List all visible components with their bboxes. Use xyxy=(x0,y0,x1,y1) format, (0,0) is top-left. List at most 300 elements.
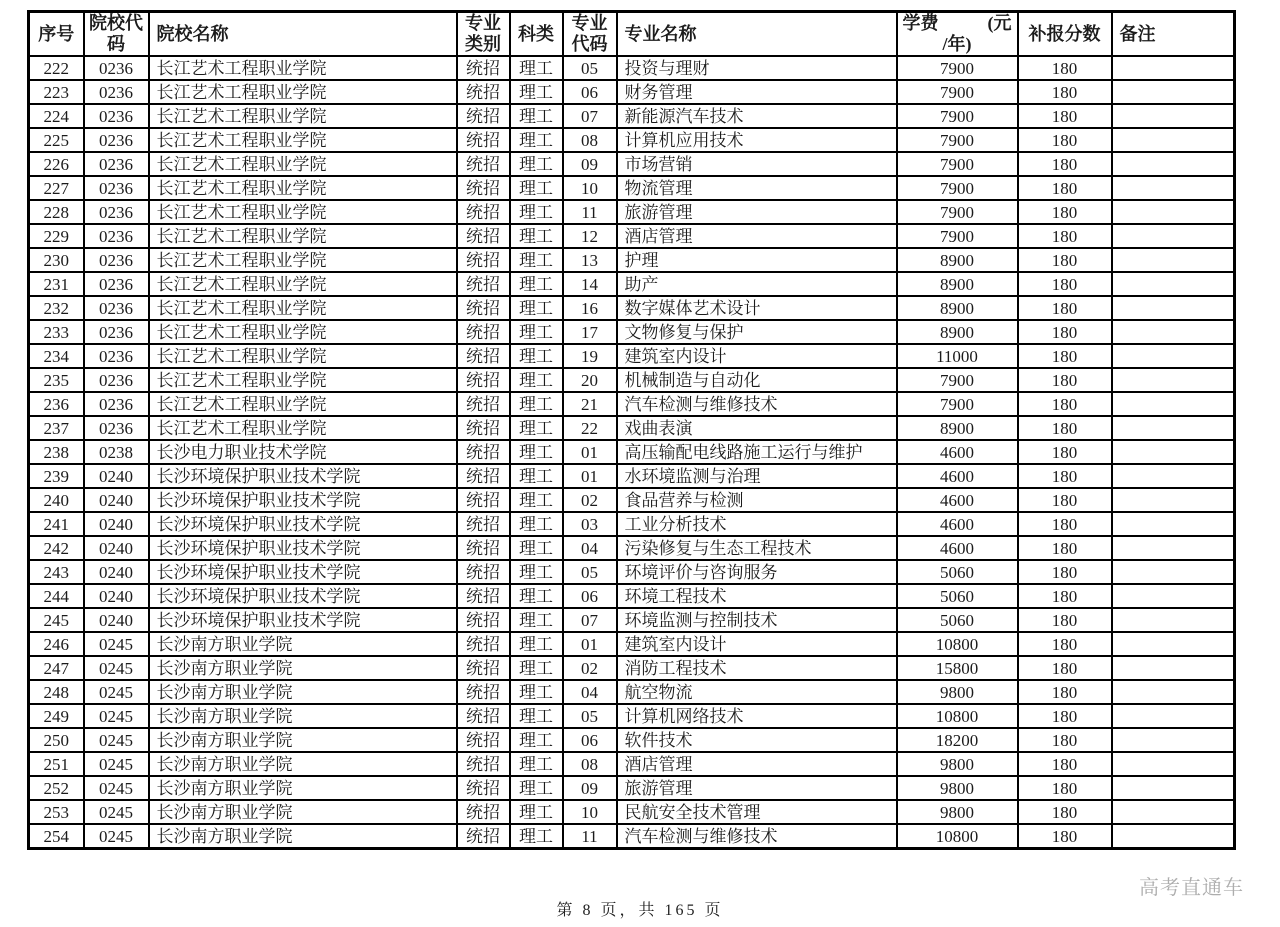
cell-major_code: 05 xyxy=(563,704,617,728)
cell-fee: 9800 xyxy=(897,800,1018,824)
cell-subject: 理工 xyxy=(510,608,563,632)
cell-major_code: 01 xyxy=(563,440,617,464)
cell-college_code: 0236 xyxy=(84,344,149,368)
cell-fee: 8900 xyxy=(897,296,1018,320)
col-header-fee xyxy=(897,12,1018,57)
cell-score: 180 xyxy=(1018,80,1112,104)
cell-fee: 8900 xyxy=(897,320,1018,344)
cell-no: 225 xyxy=(29,128,84,152)
cell-major_name: 汽车检测与维修技术 xyxy=(617,824,897,849)
table-row xyxy=(29,536,1235,560)
cell-subject: 理工 xyxy=(510,368,563,392)
cell-no: 223 xyxy=(29,80,84,104)
cell-no: 247 xyxy=(29,656,84,680)
cell-fee: 9800 xyxy=(897,752,1018,776)
cell-college_name: 长沙环境保护职业技术学院 xyxy=(149,488,457,512)
table-row xyxy=(29,824,1235,849)
cell-category: 统招 xyxy=(457,440,510,464)
cell-fee: 5060 xyxy=(897,608,1018,632)
cell-major_name: 民航安全技术管理 xyxy=(617,800,897,824)
cell-college_name: 长江艺术工程职业学院 xyxy=(149,104,457,128)
cell-no: 239 xyxy=(29,464,84,488)
cell-major_name: 建筑室内设计 xyxy=(617,632,897,656)
table-row xyxy=(29,320,1235,344)
cell-fee: 5060 xyxy=(897,560,1018,584)
cell-remark xyxy=(1112,320,1235,344)
cell-college_code: 0240 xyxy=(84,464,149,488)
cell-score: 180 xyxy=(1018,248,1112,272)
table-row xyxy=(29,152,1235,176)
cell-major_code: 14 xyxy=(563,272,617,296)
cell-college_name: 长江艺术工程职业学院 xyxy=(149,128,457,152)
cell-major_name: 食品营养与检测 xyxy=(617,488,897,512)
cell-college_code: 0245 xyxy=(84,728,149,752)
cell-no: 228 xyxy=(29,200,84,224)
cell-college_name: 长江艺术工程职业学院 xyxy=(149,392,457,416)
cell-major_name: 环境评价与咨询服务 xyxy=(617,560,897,584)
cell-subject: 理工 xyxy=(510,80,563,104)
cell-major_code: 01 xyxy=(563,464,617,488)
cell-remark xyxy=(1112,608,1235,632)
cell-college_name: 长沙南方职业学院 xyxy=(149,800,457,824)
cell-subject: 理工 xyxy=(510,152,563,176)
table-row xyxy=(29,512,1235,536)
cell-college_name: 长沙环境保护职业技术学院 xyxy=(149,512,457,536)
table-row xyxy=(29,104,1235,128)
cell-major_code: 10 xyxy=(563,176,617,200)
cell-college_code: 0236 xyxy=(84,416,149,440)
cell-major_code: 07 xyxy=(563,608,617,632)
cell-remark xyxy=(1112,824,1235,849)
cell-remark xyxy=(1112,752,1235,776)
cell-subject: 理工 xyxy=(510,248,563,272)
cell-category: 统招 xyxy=(457,632,510,656)
cell-score: 180 xyxy=(1018,200,1112,224)
cell-no: 254 xyxy=(29,824,84,849)
table-row xyxy=(29,296,1235,320)
cell-category: 统招 xyxy=(457,200,510,224)
table-row xyxy=(29,680,1235,704)
cell-category: 统招 xyxy=(457,704,510,728)
cell-fee: 15800 xyxy=(897,656,1018,680)
cell-major_code: 09 xyxy=(563,776,617,800)
cell-category: 统招 xyxy=(457,320,510,344)
cell-no: 237 xyxy=(29,416,84,440)
cell-score: 180 xyxy=(1018,632,1112,656)
cell-major_name: 汽车检测与维修技术 xyxy=(617,392,897,416)
cell-score: 180 xyxy=(1018,680,1112,704)
cell-category: 统招 xyxy=(457,296,510,320)
table-row xyxy=(29,224,1235,248)
cell-major_code: 12 xyxy=(563,224,617,248)
cell-remark xyxy=(1112,80,1235,104)
cell-no: 235 xyxy=(29,368,84,392)
cell-score: 180 xyxy=(1018,776,1112,800)
cell-score: 180 xyxy=(1018,368,1112,392)
cell-fee: 7900 xyxy=(897,368,1018,392)
fee-header-line1 xyxy=(901,13,1014,34)
cell-no: 233 xyxy=(29,320,84,344)
cell-major_name: 高压输配电线路施工运行与维护 xyxy=(617,440,897,464)
cell-category: 统招 xyxy=(457,536,510,560)
cell-major_name: 工业分析技术 xyxy=(617,512,897,536)
cell-major_code: 02 xyxy=(563,488,617,512)
fee-header-unit-open: (元 xyxy=(987,13,1012,34)
cell-category: 统招 xyxy=(457,248,510,272)
cell-major_code: 22 xyxy=(563,416,617,440)
cell-no: 231 xyxy=(29,272,84,296)
cell-remark xyxy=(1112,656,1235,680)
cell-college_name: 长江艺术工程职业学院 xyxy=(149,416,457,440)
cell-subject: 理工 xyxy=(510,632,563,656)
cell-subject: 理工 xyxy=(510,272,563,296)
table-row xyxy=(29,488,1235,512)
table-row xyxy=(29,416,1235,440)
cell-category: 统招 xyxy=(457,368,510,392)
cell-major_code: 11 xyxy=(563,200,617,224)
cell-fee: 4600 xyxy=(897,512,1018,536)
cell-major_code: 06 xyxy=(563,80,617,104)
cell-no: 251 xyxy=(29,752,84,776)
cell-subject: 理工 xyxy=(510,752,563,776)
cell-subject: 理工 xyxy=(510,584,563,608)
cell-category: 统招 xyxy=(457,752,510,776)
cell-subject: 理工 xyxy=(510,776,563,800)
table-row xyxy=(29,200,1235,224)
cell-major_name: 数字媒体艺术设计 xyxy=(617,296,897,320)
table-row xyxy=(29,368,1235,392)
cell-major_name: 机械制造与自动化 xyxy=(617,368,897,392)
cell-no: 222 xyxy=(29,56,84,80)
cell-category: 统招 xyxy=(457,344,510,368)
cell-category: 统招 xyxy=(457,272,510,296)
cell-subject: 理工 xyxy=(510,176,563,200)
cell-score: 180 xyxy=(1018,608,1112,632)
cell-fee: 4600 xyxy=(897,488,1018,512)
cell-no: 244 xyxy=(29,584,84,608)
cell-college_code: 0236 xyxy=(84,176,149,200)
cell-fee: 5060 xyxy=(897,584,1018,608)
cell-score: 180 xyxy=(1018,152,1112,176)
cell-major_name: 建筑室内设计 xyxy=(617,344,897,368)
cell-remark xyxy=(1112,800,1235,824)
cell-subject: 理工 xyxy=(510,560,563,584)
cell-category: 统招 xyxy=(457,608,510,632)
cell-college_name: 长沙南方职业学院 xyxy=(149,728,457,752)
cell-college_name: 长江艺术工程职业学院 xyxy=(149,176,457,200)
cell-college_code: 0236 xyxy=(84,56,149,80)
cell-college_code: 0236 xyxy=(84,320,149,344)
cell-college_name: 长沙环境保护职业技术学院 xyxy=(149,560,457,584)
cell-subject: 理工 xyxy=(510,464,563,488)
cell-major_code: 21 xyxy=(563,392,617,416)
cell-subject: 理工 xyxy=(510,488,563,512)
cell-fee: 10800 xyxy=(897,632,1018,656)
cell-remark xyxy=(1112,248,1235,272)
cell-no: 234 xyxy=(29,344,84,368)
cell-fee: 7900 xyxy=(897,56,1018,80)
cell-score: 180 xyxy=(1018,272,1112,296)
cell-college_code: 0236 xyxy=(84,224,149,248)
table-row xyxy=(29,272,1235,296)
cell-college_name: 长沙南方职业学院 xyxy=(149,704,457,728)
col-header-no: 序号 xyxy=(29,12,84,57)
cell-major_name: 助产 xyxy=(617,272,897,296)
cell-score: 180 xyxy=(1018,344,1112,368)
cell-fee: 9800 xyxy=(897,680,1018,704)
cell-no: 240 xyxy=(29,488,84,512)
cell-major_code: 04 xyxy=(563,536,617,560)
cell-college_name: 长江艺术工程职业学院 xyxy=(149,272,457,296)
cell-major_name: 计算机应用技术 xyxy=(617,128,897,152)
cell-subject: 理工 xyxy=(510,224,563,248)
cell-college_code: 0236 xyxy=(84,392,149,416)
cell-score: 180 xyxy=(1018,560,1112,584)
cell-remark xyxy=(1112,296,1235,320)
cell-no: 241 xyxy=(29,512,84,536)
cell-major_code: 10 xyxy=(563,800,617,824)
col-header-subject: 科类 xyxy=(510,12,563,57)
cell-remark xyxy=(1112,176,1235,200)
cell-remark xyxy=(1112,152,1235,176)
cell-fee: 7900 xyxy=(897,392,1018,416)
cell-category: 统招 xyxy=(457,800,510,824)
cell-no: 246 xyxy=(29,632,84,656)
cell-subject: 理工 xyxy=(510,392,563,416)
table-row xyxy=(29,560,1235,584)
cell-category: 统招 xyxy=(457,584,510,608)
cell-major_name: 财务管理 xyxy=(617,80,897,104)
cell-remark xyxy=(1112,464,1235,488)
cell-remark xyxy=(1112,488,1235,512)
cell-fee: 8900 xyxy=(897,416,1018,440)
cell-college_code: 0236 xyxy=(84,104,149,128)
cell-college_code: 0236 xyxy=(84,80,149,104)
table-row xyxy=(29,176,1235,200)
cell-college_name: 长江艺术工程职业学院 xyxy=(149,368,457,392)
cell-college_name: 长江艺术工程职业学院 xyxy=(149,344,457,368)
cell-no: 230 xyxy=(29,248,84,272)
cell-college_name: 长江艺术工程职业学院 xyxy=(149,152,457,176)
cell-category: 统招 xyxy=(457,392,510,416)
cell-major_code: 01 xyxy=(563,632,617,656)
cell-college_name: 长沙南方职业学院 xyxy=(149,656,457,680)
cell-subject: 理工 xyxy=(510,704,563,728)
watermark: 高考直通车 xyxy=(1139,877,1244,899)
cell-score: 180 xyxy=(1018,488,1112,512)
cell-subject: 理工 xyxy=(510,200,563,224)
cell-college_name: 长沙环境保护职业技术学院 xyxy=(149,584,457,608)
cell-subject: 理工 xyxy=(510,296,563,320)
cell-major_code: 06 xyxy=(563,584,617,608)
cell-college_name: 长沙南方职业学院 xyxy=(149,632,457,656)
cell-fee: 7900 xyxy=(897,224,1018,248)
cell-category: 统招 xyxy=(457,104,510,128)
cell-subject: 理工 xyxy=(510,536,563,560)
cell-fee: 10800 xyxy=(897,824,1018,849)
cell-score: 180 xyxy=(1018,104,1112,128)
table-row xyxy=(29,248,1235,272)
cell-score: 180 xyxy=(1018,512,1112,536)
cell-score: 180 xyxy=(1018,752,1112,776)
cell-score: 180 xyxy=(1018,128,1112,152)
cell-major_code: 19 xyxy=(563,344,617,368)
cell-remark xyxy=(1112,584,1235,608)
cell-no: 227 xyxy=(29,176,84,200)
cell-major_name: 环境监测与控制技术 xyxy=(617,608,897,632)
col-header-major-name: 专业名称 xyxy=(617,12,897,57)
cell-major_code: 17 xyxy=(563,320,617,344)
cell-remark xyxy=(1112,344,1235,368)
cell-major_code: 07 xyxy=(563,104,617,128)
cell-remark xyxy=(1112,104,1235,128)
table-row xyxy=(29,128,1235,152)
cell-remark xyxy=(1112,392,1235,416)
header-row xyxy=(29,12,1235,57)
cell-remark xyxy=(1112,560,1235,584)
cell-college_name: 长沙南方职业学院 xyxy=(149,752,457,776)
cell-score: 180 xyxy=(1018,56,1112,80)
cell-category: 统招 xyxy=(457,488,510,512)
cell-fee: 7900 xyxy=(897,80,1018,104)
cell-remark xyxy=(1112,56,1235,80)
cell-subject: 理工 xyxy=(510,440,563,464)
cell-score: 180 xyxy=(1018,728,1112,752)
cell-fee: 4600 xyxy=(897,536,1018,560)
cell-major_code: 03 xyxy=(563,512,617,536)
cell-no: 229 xyxy=(29,224,84,248)
cell-major_name: 水环境监测与治理 xyxy=(617,464,897,488)
cell-category: 统招 xyxy=(457,56,510,80)
cell-college_name: 长江艺术工程职业学院 xyxy=(149,56,457,80)
cell-subject: 理工 xyxy=(510,344,563,368)
cell-college_code: 0245 xyxy=(84,824,149,849)
cell-remark xyxy=(1112,440,1235,464)
cell-no: 250 xyxy=(29,728,84,752)
cell-college_name: 长江艺术工程职业学院 xyxy=(149,224,457,248)
cell-college_name: 长沙南方职业学院 xyxy=(149,824,457,849)
cell-category: 统招 xyxy=(457,776,510,800)
cell-major_name: 航空物流 xyxy=(617,680,897,704)
table-row xyxy=(29,80,1235,104)
cell-major_name: 计算机网络技术 xyxy=(617,704,897,728)
cell-score: 180 xyxy=(1018,824,1112,849)
table-row xyxy=(29,584,1235,608)
fee-header-line2: /年) xyxy=(942,34,972,54)
cell-major_code: 02 xyxy=(563,656,617,680)
cell-no: 252 xyxy=(29,776,84,800)
cell-fee: 7900 xyxy=(897,176,1018,200)
cell-fee: 7900 xyxy=(897,152,1018,176)
cell-category: 统招 xyxy=(457,464,510,488)
cell-subject: 理工 xyxy=(510,656,563,680)
cell-college_code: 0245 xyxy=(84,776,149,800)
cell-category: 统招 xyxy=(457,728,510,752)
cell-no: 226 xyxy=(29,152,84,176)
cell-no: 242 xyxy=(29,536,84,560)
cell-score: 180 xyxy=(1018,584,1112,608)
table-row xyxy=(29,704,1235,728)
cell-category: 统招 xyxy=(457,128,510,152)
cell-fee: 7900 xyxy=(897,104,1018,128)
cell-college_code: 0236 xyxy=(84,296,149,320)
cell-college_name: 长沙环境保护职业技术学院 xyxy=(149,608,457,632)
cell-major_code: 13 xyxy=(563,248,617,272)
cell-college_name: 长江艺术工程职业学院 xyxy=(149,320,457,344)
cell-no: 238 xyxy=(29,440,84,464)
cell-remark xyxy=(1112,704,1235,728)
cell-major_name: 酒店管理 xyxy=(617,224,897,248)
cell-remark xyxy=(1112,200,1235,224)
page-indicator: 第 8 页，共 165 页 xyxy=(556,902,724,919)
cell-major_code: 09 xyxy=(563,152,617,176)
cell-college_code: 0240 xyxy=(84,536,149,560)
cell-fee: 18200 xyxy=(897,728,1018,752)
cell-category: 统招 xyxy=(457,416,510,440)
cell-major_name: 旅游管理 xyxy=(617,776,897,800)
cell-college_name: 长沙电力职业技术学院 xyxy=(149,440,457,464)
cell-major_name: 新能源汽车技术 xyxy=(617,104,897,128)
cell-remark xyxy=(1112,368,1235,392)
col-header-college-name: 院校名称 xyxy=(149,12,457,57)
cell-major_name: 投资与理财 xyxy=(617,56,897,80)
cell-college_code: 0236 xyxy=(84,152,149,176)
cell-fee: 7900 xyxy=(897,200,1018,224)
cell-major_name: 旅游管理 xyxy=(617,200,897,224)
table-body xyxy=(29,56,1235,849)
cell-remark xyxy=(1112,128,1235,152)
cell-remark xyxy=(1112,224,1235,248)
cell-major_name: 护理 xyxy=(617,248,897,272)
cell-major_code: 06 xyxy=(563,728,617,752)
cell-college_code: 0240 xyxy=(84,488,149,512)
cell-score: 180 xyxy=(1018,536,1112,560)
cell-fee: 7900 xyxy=(897,128,1018,152)
cell-college_code: 0236 xyxy=(84,128,149,152)
cell-college_code: 0245 xyxy=(84,800,149,824)
table-row xyxy=(29,776,1235,800)
table-row xyxy=(29,752,1235,776)
cell-category: 统招 xyxy=(457,680,510,704)
cell-major_code: 08 xyxy=(563,128,617,152)
cell-remark xyxy=(1112,632,1235,656)
cell-college_code: 0236 xyxy=(84,272,149,296)
cell-score: 180 xyxy=(1018,656,1112,680)
cell-college_code: 0245 xyxy=(84,752,149,776)
cell-no: 236 xyxy=(29,392,84,416)
cell-major_code: 05 xyxy=(563,56,617,80)
col-header-score: 补报分数 xyxy=(1018,12,1112,57)
cell-remark xyxy=(1112,272,1235,296)
cell-college_name: 长江艺术工程职业学院 xyxy=(149,296,457,320)
cell-fee: 4600 xyxy=(897,440,1018,464)
cell-college_code: 0240 xyxy=(84,608,149,632)
table-row xyxy=(29,464,1235,488)
table-row xyxy=(29,656,1235,680)
cell-major_name: 消防工程技术 xyxy=(617,656,897,680)
cell-college_code: 0245 xyxy=(84,704,149,728)
table-row xyxy=(29,608,1235,632)
cell-subject: 理工 xyxy=(510,800,563,824)
cell-remark xyxy=(1112,728,1235,752)
cell-score: 180 xyxy=(1018,320,1112,344)
col-header-major-code: 专业代码 xyxy=(563,12,617,57)
table-row xyxy=(29,440,1235,464)
cell-subject: 理工 xyxy=(510,56,563,80)
cell-remark xyxy=(1112,680,1235,704)
cell-college_code: 0236 xyxy=(84,200,149,224)
cell-college_name: 长沙南方职业学院 xyxy=(149,776,457,800)
